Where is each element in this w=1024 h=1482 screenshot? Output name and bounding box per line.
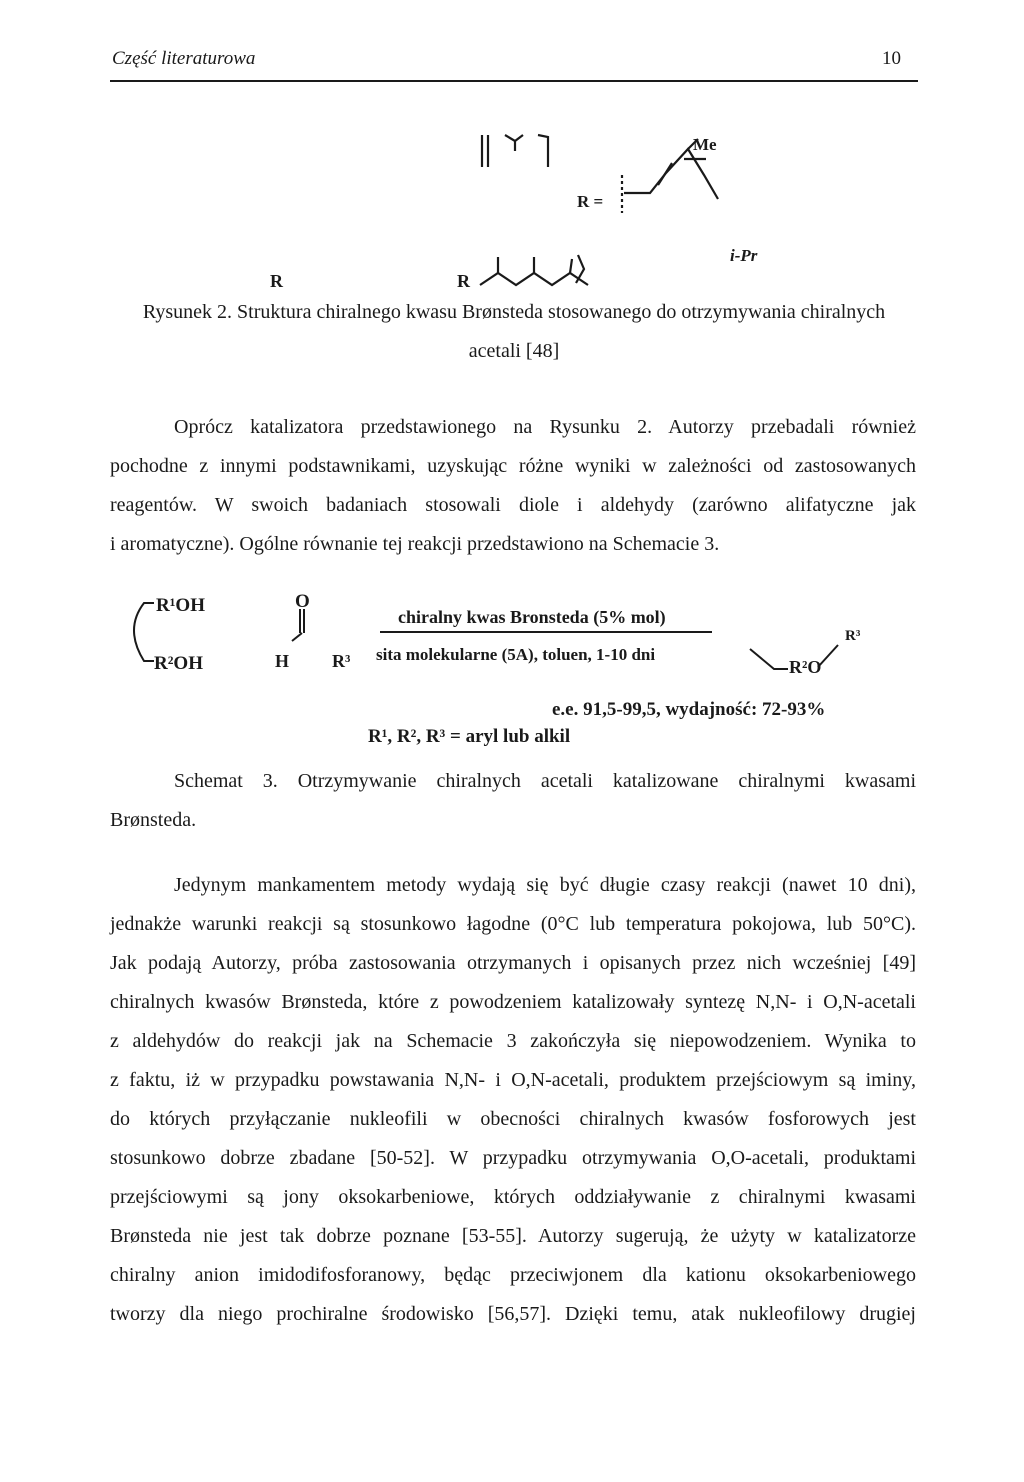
paragraph-2-line: z aldehydów do reakcji jak na Schemacie 3 zakończyła się niepowodzeniem. Wynika to [110, 1030, 916, 1052]
aldehyde-h: H [275, 651, 290, 671]
paragraph-2-line: Jak podają Autorzy, próba zastosowania otrzymanych i opisanych przez nich wcześniej [49] [110, 952, 916, 974]
scheme-3-caption-line-2: Brønsteda. [110, 809, 197, 831]
bond-fragment-2 [505, 135, 523, 151]
running-header-section: Część literaturowa [112, 48, 256, 69]
ee-yield: e.e. 91,5-99,5, wydajność: 72-93% [552, 699, 826, 720]
structure-drawing [110, 115, 918, 295]
figure-2-structure [110, 115, 918, 295]
product-bond-left [750, 649, 788, 669]
paragraph-2-line: przejściowymi są jony oksokarbeniowe, których oddziaływanie z chiralnymi kwasami [110, 1186, 916, 1208]
reagent-r2oh: R²OH [154, 653, 203, 674]
label-r-mid: R [457, 271, 470, 291]
figure-2-caption [110, 293, 918, 371]
substituent-definition: R¹, R², R³ = aryl lub alkil [368, 726, 571, 747]
bond-zigzag [480, 273, 588, 285]
paragraph-2-line: jednakże warunki reakcji są stosunkowo łagodne (0°C lub temperatura pokojowa, lub 50°C). [110, 913, 916, 935]
paragraph-2-line: chiralnych kwasów Brønsteda, które z powodzeniem katalizowały syntezę N,N- i O,N-acetali [110, 991, 916, 1013]
label-ipr: i-Pr [730, 246, 758, 265]
header-rule [110, 80, 918, 82]
aldehyde-r3: R³ [332, 651, 351, 671]
scheme-3-caption-line-1: Schemat 3. Otrzymywanie chiralnych acetali katalizowane chiralnymi kwasami [174, 770, 916, 792]
figure-2-caption-line-2: acetali [48] [468, 340, 560, 362]
scheme-3 [110, 585, 918, 745]
paragraph-2-line: chiralny anion imidodifosforanowy, będąc przeciwjonem dla kationu oksokarbeniowego [110, 1264, 916, 1286]
scheme-3-drawing [110, 585, 918, 745]
label-r-equals: R = [577, 192, 604, 211]
scheme-3-caption [110, 762, 916, 840]
aldehyde-oxygen: O [295, 591, 310, 612]
label-r-left: R [270, 271, 283, 291]
paragraph-2-line: stosunkowo dobrze zbadane [50-52]. W przypadku otrzymywania O,O-acetali, produktami [110, 1147, 916, 1169]
bond-fragment-3 [538, 135, 548, 167]
product-r3: R³ [845, 628, 861, 644]
page-number: 10 [882, 48, 901, 69]
paragraph-2-line: z faktu, iż w przypadku powstawania N,N- i O,N-acetali, produktem przejściowym są iminy, [110, 1069, 916, 1091]
paragraph-1 [110, 408, 916, 564]
paragraph-2-line: Brønsteda nie jest tak dobrze poznane [53-55]. Autorzy sugerują, że użyty w katalizatorze [110, 1225, 916, 1247]
paragraph-1-line: pochodne z innymi podstawnikami, uzyskując różne wyniki w zależności od zastosowanych [110, 455, 916, 477]
paragraph-1-line: Oprócz katalizatora przedstawionego na Rysunku 2. Autorzy przebadali również [174, 416, 916, 438]
paragraph-1-line: i aromatyczne). Ogólne równanie tej reakcji przedstawiono na Schemacie 3. [110, 533, 720, 555]
condition-sieves: sita molekularne (5A), toluen, 1-10 dni [376, 645, 656, 664]
figure-2-caption-line-1: Rysunek 2. Struktura chiralnego kwasu Brønsteda stosowanego do otrzymywania chiralnych [142, 301, 886, 323]
paragraph-2-line: tworzy dla niego prochiralne środowisko [56,57]. Dzięki temu, atak nukleofilowy drugiej [110, 1303, 916, 1325]
diol-bracket [134, 603, 154, 661]
bond-fragment-1 [482, 135, 488, 167]
condition-catalyst: chiralny kwas Bronsteda (5% mol) [398, 607, 666, 627]
bond-ring-double [658, 139, 698, 185]
paragraph-2-line: do których przyłączanie nukleofili w obecności chiralnych kwasów fosforowych jest [110, 1108, 916, 1130]
label-me: Me [693, 135, 717, 154]
aldehyde-bonds [292, 609, 304, 641]
paragraph-2 [110, 866, 916, 1334]
paragraph-1-line: reagentów. W swoich badaniach stosowali diole i aldehydy (zarówno alifatyczne jak [110, 494, 916, 516]
bond-ring [624, 149, 718, 199]
product-r2o: R²O [789, 657, 822, 677]
paragraph-2-line: Jedynym mankamentem metody wydają się być długie czasy reakcji (nawet 10 dni), [174, 874, 916, 896]
reagent-r1oh: R¹OH [156, 595, 205, 616]
